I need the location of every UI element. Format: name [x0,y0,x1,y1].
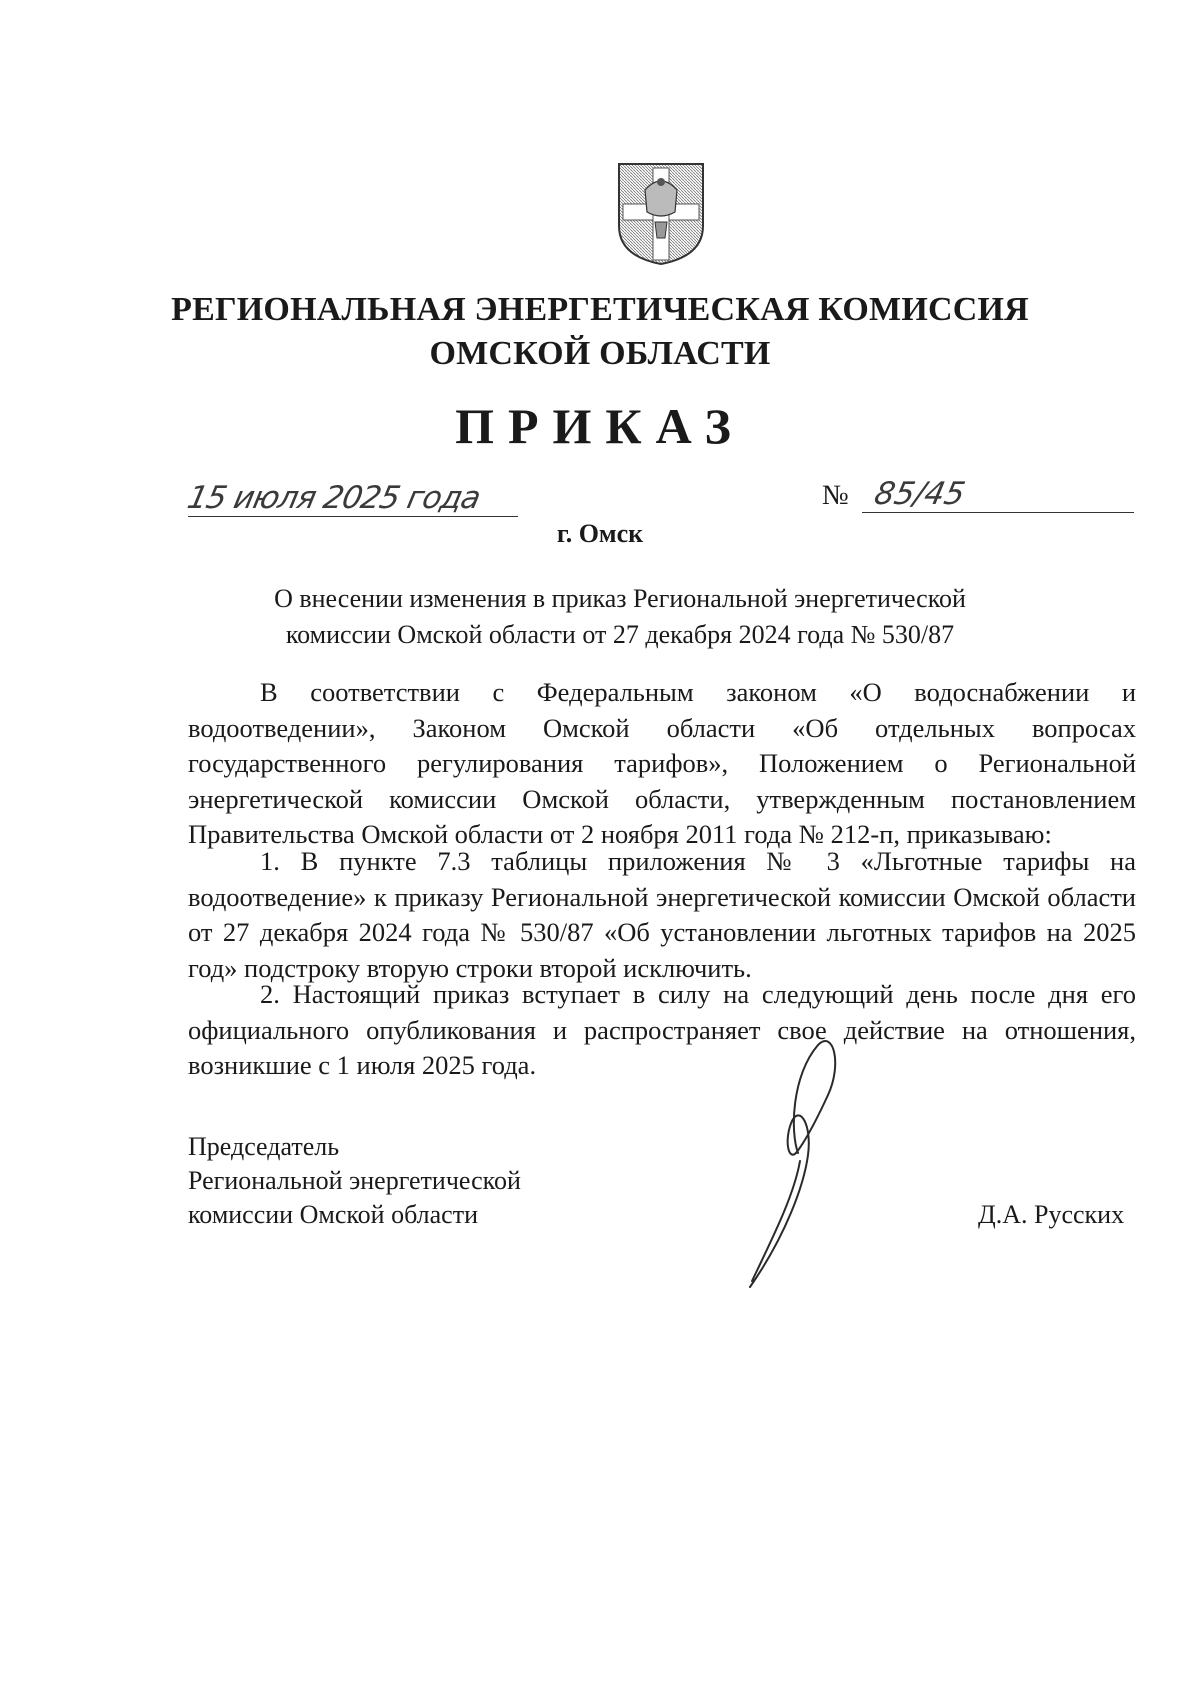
date-underline [188,516,518,517]
paragraph-text: 1. В пункте 7.3 таблицы приложения № 3 «Льготные тарифы на водоотведение» к приказу Региональной энергетической комиссии Омской области от 27 декабря 2024 года № 530/87 «Об установлении льготных тарифов на 2025 год» подстроку вторую строки второй исключить. [188,846,1136,983]
handwritten-date: 15 июля 2025 года [184,480,484,516]
city: г. Омск [556,519,644,548]
signer-position-line3: комиссии Омской области [188,1200,478,1229]
body-paragraph-2 [188,844,1136,986]
signer-position-line1: Председатель [188,1132,340,1161]
organization-name-line1: РЕГИОНАЛЬНАЯ ЭНЕРГЕТИЧЕСКАЯ КОМИССИЯ [171,291,1029,328]
coat-of-arms-icon [615,160,707,268]
handwritten-number: 85/45 [871,476,969,512]
signer-position-line2: Региональной энергетической [188,1166,521,1195]
paragraph-text: 2. Настоящий приказ вступает в силу на следующий день после дня его официального опубликования и распространяет свое действие на отношения, возникшие с 1 июля 2025 года. [188,979,1136,1080]
subject-line1: О внесении изменения в приказ Региональной энергетической [274,584,966,613]
document-type-title: ПРИКАЗ [455,398,745,454]
paragraph-text: В соответствии с Федеральным законом «О водоснабжении и водоотведении», Законом Омской области «Об отдельных вопросах государственного регулирования тарифов», Положением о Региональной энергетической комиссии Омской области, утвержденным постановлением Правительства Омской области от 2 ноября 2011 года № 212-п, приказываю: [188,677,1136,849]
subject-line2: комиссии Омской области от 27 декабря 2024 года № 530/87 [285,620,955,649]
body-paragraph-3 [188,977,1136,1084]
signer-name: Д.А. Русских [978,1200,1125,1229]
body-paragraph-1 [188,675,1136,853]
number-underline [862,512,1134,513]
number-label: № [822,480,849,511]
organization-name-line2: ОМСКОЙ ОБЛАСТИ [429,335,771,372]
handwritten-signature-icon [730,1035,850,1295]
